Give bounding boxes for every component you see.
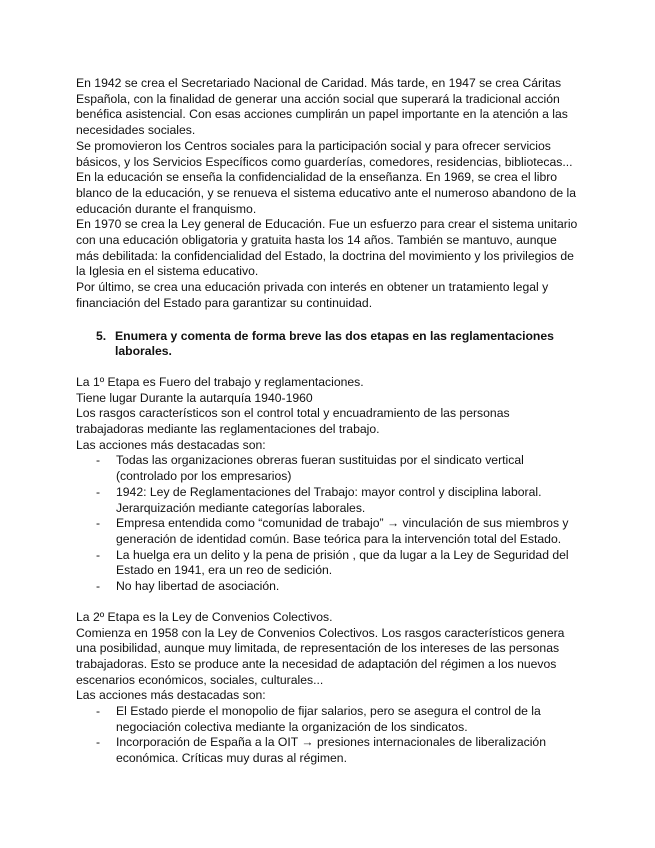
list-item-text: Incorporación de España a la OIT → presiones internacionales de liberalización económica. Críticas muy duras al régimen. xyxy=(116,735,546,766)
stage2-title: La 2º Etapa es la Ley de Convenios Colectivos. xyxy=(76,609,333,624)
list-item xyxy=(76,704,580,735)
list-item xyxy=(76,516,580,547)
paragraph-centros-sociales: Se promovieron los Centros sociales para la participación social y para ofrecer servicios básicos, y los Servicios Específicos como guarderías, comedores, residencias, bibliotecas... xyxy=(76,138,573,169)
dash-bullet: - xyxy=(96,735,101,750)
stage1-title: La 1º Etapa es Fuero del trabajo y reglamentaciones. xyxy=(76,374,364,389)
list-item xyxy=(76,579,580,595)
question-number: 5. xyxy=(96,328,107,343)
list-item-text: Todas las organizaciones obreras fueran sustituidas por el sindicato vertical (controlado por los empresarios) xyxy=(116,453,524,484)
list-item-text: No hay libertad de asociación. xyxy=(116,579,280,594)
list-item xyxy=(76,485,580,516)
dash-bullet: - xyxy=(96,579,101,594)
list-item-text: El Estado pierde el monopolio de fijar salarios, pero se asegura el control de la negociación colectiva mediante la organización de los sindicatos. xyxy=(116,704,541,734)
question-heading xyxy=(96,329,580,360)
dash-bullet: - xyxy=(96,704,101,719)
dash-bullet: - xyxy=(96,547,101,562)
dash-bullet: - xyxy=(96,516,101,531)
spacer xyxy=(76,360,580,375)
stage2-actions-intro: Las acciones más destacadas son: xyxy=(76,688,266,703)
dash-bullet: - xyxy=(96,484,101,499)
stage1-traits: Los rasgos característicos son el control total y encuadramiento de las personas trabajadoras mediante las reglamentaciones del trabajo. xyxy=(76,406,510,437)
stage2-actions-list xyxy=(76,704,580,767)
dash-bullet: - xyxy=(96,453,101,468)
document-page xyxy=(76,76,580,767)
paragraph-caritas: En 1942 se crea el Secretariado Nacional de Caridad. Más tarde, en 1947 se crea Cáritas Española, con la finalidad de generar una acción social que superará la tradicional acción benéfica asistencial. Con esas acciones cumplirán un papel importante en la atención a las necesidades sociales. xyxy=(76,76,568,138)
list-item xyxy=(76,548,580,579)
stage2-traits: Comienza en 1958 con la Ley de Convenios Colectivos. Los rasgos característicos genera una posibilidad, aunque muy limitada, de representación de los intereses de las personas trabajadoras. Esto se produce ante la necesidad de adaptación del régimen a los nuevos escenarios económicos, sociales, culturales... xyxy=(76,625,565,687)
question-text: Enumera y comenta de forma breve las dos etapas en las reglamentaciones laborales. xyxy=(115,328,554,359)
stage1-section xyxy=(76,375,580,595)
list-item-text: Empresa entendida como “comunidad de trabajo” → vinculación de sus miembros y generación de identidad común. Base teórica para la intervención total del Estado. xyxy=(116,516,569,546)
spacer xyxy=(76,312,580,327)
stage1-period: Tiene lugar Durante la autarquía 1940-1960 xyxy=(76,390,313,405)
stage1-actions-list xyxy=(76,453,580,594)
spacer xyxy=(76,595,580,610)
paragraph-educacion: En la educación se enseña la confidencialidad de la enseñanza. En 1969, se crea el libro blanco de la educación, y se renueva el sistema educativo ante el numeroso abandono de la educación durante el franquismo. xyxy=(76,170,577,216)
list-item xyxy=(76,453,580,484)
stage2-section xyxy=(76,610,580,767)
stage1-actions-intro: Las acciones más destacadas son: xyxy=(76,437,266,452)
intro-section xyxy=(76,76,580,312)
paragraph-educacion-privada: Por último, se crea una educación privada con interés en obtener un tratamiento legal y financiación del Estado para garantizar su continuidad. xyxy=(76,280,549,310)
list-item xyxy=(76,735,580,766)
list-item-text: La huelga era un delito y la pena de prisión , que da lugar a la Ley de Seguridad del Estado en 1941, era un reo de sedición. xyxy=(116,547,569,578)
paragraph-ley-educacion: En 1970 se crea la Ley general de Educación. Fue un esfuerzo para crear el sistema unitario con una educación obligatoria y gratuita hasta los 14 años. También se mantuvo, aunque más debilitada: la confidencialidad del Estado, la doctrina del movimiento y los privilegios de la Iglesia en el sistema educativo. xyxy=(76,217,578,279)
list-item-text: 1942: Ley de Reglamentaciones del Trabajo: mayor control y disciplina laboral. Jerarquización mediante categorías laborales. xyxy=(116,484,542,515)
